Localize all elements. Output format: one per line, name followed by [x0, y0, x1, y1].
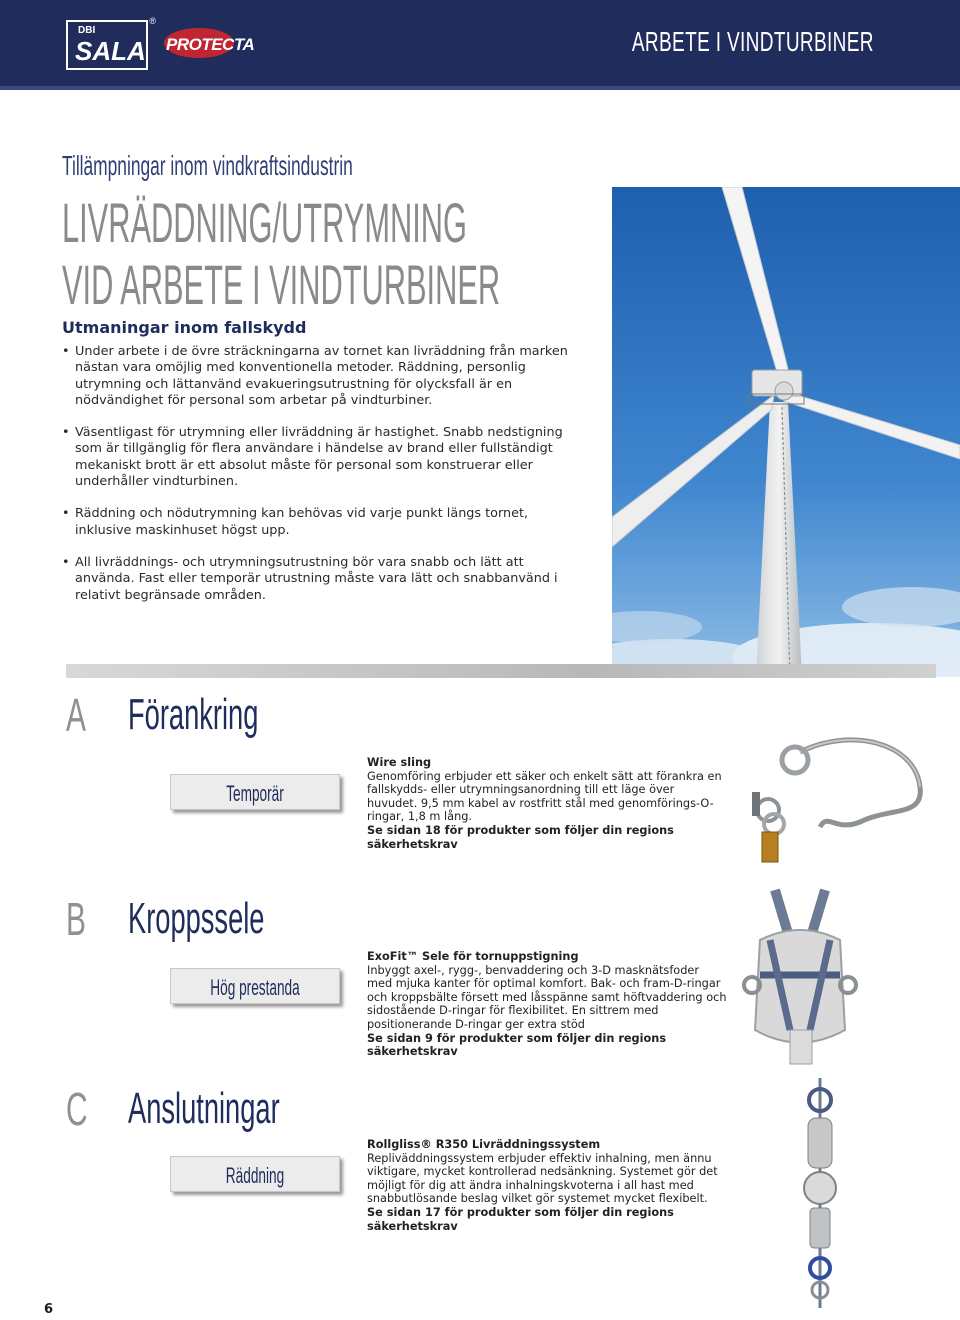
- bullet-item: • All livräddnings- och utrymningsutrustning bör vara snabb och lätt att använda. Fast eller temporär utrustning måste vara lätt och snabbanvänd i relativt begränsade områden.: [62, 555, 582, 604]
- category-b-tag: [170, 968, 340, 1004]
- rescue-device-image: [780, 1078, 860, 1308]
- category-c-tag: [170, 1156, 340, 1192]
- product-reference: Se sidan 18 för produkter som följer din regions säkerhetskrav: [367, 823, 674, 851]
- product-text: Genomföring erbjuder ett säker och enkelt sätt att förankra en fallskydds- eller utrymningsanordning till ett läge över huvudet. 9,5 mm kabel av rostfritt stål med genomförings-O-ringar, 1,8 m lång.: [367, 769, 722, 824]
- product-b-description: [367, 950, 727, 1059]
- bullet-item: • Väsentligast för utrymning eller livräddning är hastighet. Snabb nedstigning som är tillgänglig för flera användare i händelse av brand eller fullständigt mekaniskt brott är ett absolut måste för personal som konstruerar eller underhåller vindturbinen.: [62, 425, 582, 490]
- product-name: ExoFit™ Sele för tornuppstigning: [367, 950, 579, 963]
- section-divider-band: [66, 664, 936, 678]
- tag-label: Temporär: [226, 781, 284, 806]
- logo-registered-mark: ®: [149, 16, 156, 26]
- category-title: Anslutningar: [128, 1084, 280, 1133]
- challenge-bullet-list: [62, 344, 582, 620]
- tag-label: Hög prestanda: [210, 975, 300, 1000]
- page-headline: [62, 192, 500, 316]
- tag-label: Räddning: [225, 1163, 285, 1188]
- page-subtitle: Tillämpningar inom vindkraftsindustrin: [62, 150, 353, 181]
- section-heading: Utmaningar inom fallskydd: [62, 318, 307, 337]
- page-number: 6: [44, 1302, 54, 1317]
- logo-dbi-text: DBI: [78, 25, 96, 36]
- product-reference: Se sidan 17 för produkter som följer din regions säkerhetskrav: [367, 1205, 674, 1233]
- bullet-item: • Under arbete i de övre sträckningarna av tornet kan livräddning från marken nästan vara omöjlig med konventionella metoder. Räddning, personlig utrymning och lättanvänd evakueringsutrustning för olycksfall är en nödvändighet för personal som arbetar på vindturbiner.: [62, 344, 582, 409]
- category-letter: B: [66, 893, 86, 945]
- category-a-tag: [170, 774, 340, 810]
- product-name: Rollgliss® R350 Livräddningssystem: [367, 1138, 601, 1151]
- wire-sling-image: [740, 732, 940, 872]
- bullet-item: • Räddning och nödutrymning kan behövas vid varje punkt längs tornet, inklusive maskinhuset högst upp.: [62, 506, 582, 539]
- page-header: [0, 0, 960, 90]
- logo-sala-text: SALA: [75, 36, 146, 66]
- category-letter: C: [66, 1083, 88, 1135]
- logo-protecta-text: PROTECTA: [166, 35, 255, 54]
- harness-image: [730, 880, 870, 1080]
- category-title: Förankring: [128, 690, 259, 739]
- category-title: Kroppssele: [128, 894, 265, 943]
- product-name: Wire sling: [367, 756, 432, 769]
- protecta-logo: [162, 26, 255, 64]
- product-text: Inbyggt axel-, rygg-, benvaddering och 3-D masknätsfoder med mjuka kanter för optimal komfort. Bak- och fram-D-ringar och kroppsbälte försett med låsspänne samt höftvaddering och sidostående D-ringar för flexibilitet. En sittrem med positionerande D-ringar ger extra stöd: [367, 963, 727, 1031]
- product-text: Repliväddningssystem erbjuder effektiv inhalning, men ännu viktigare, mycket kontrollerad nedsänkning. Systemet gör det möjligt för dig att ändra inhalningskvoterna i all hast med snabbutlösande beslag vilket gör systemet mycket flexibelt.: [367, 1151, 718, 1206]
- wind-turbine-photo: [612, 187, 960, 677]
- product-reference: Se sidan 9 för produkter som följer din regions säkerhetskrav: [367, 1031, 667, 1059]
- header-title: ARBETE I VINDTURBINER: [631, 26, 874, 57]
- headline-line-1: LIVRÄDDNING/UTRYMNING: [62, 191, 468, 254]
- headline-line-2: VID ARBETE I VINDTURBINER: [62, 253, 501, 316]
- product-c-description: [367, 1138, 727, 1233]
- category-letter: A: [66, 689, 86, 741]
- product-a-description: [367, 756, 727, 851]
- dbi-sala-logo: [66, 16, 156, 70]
